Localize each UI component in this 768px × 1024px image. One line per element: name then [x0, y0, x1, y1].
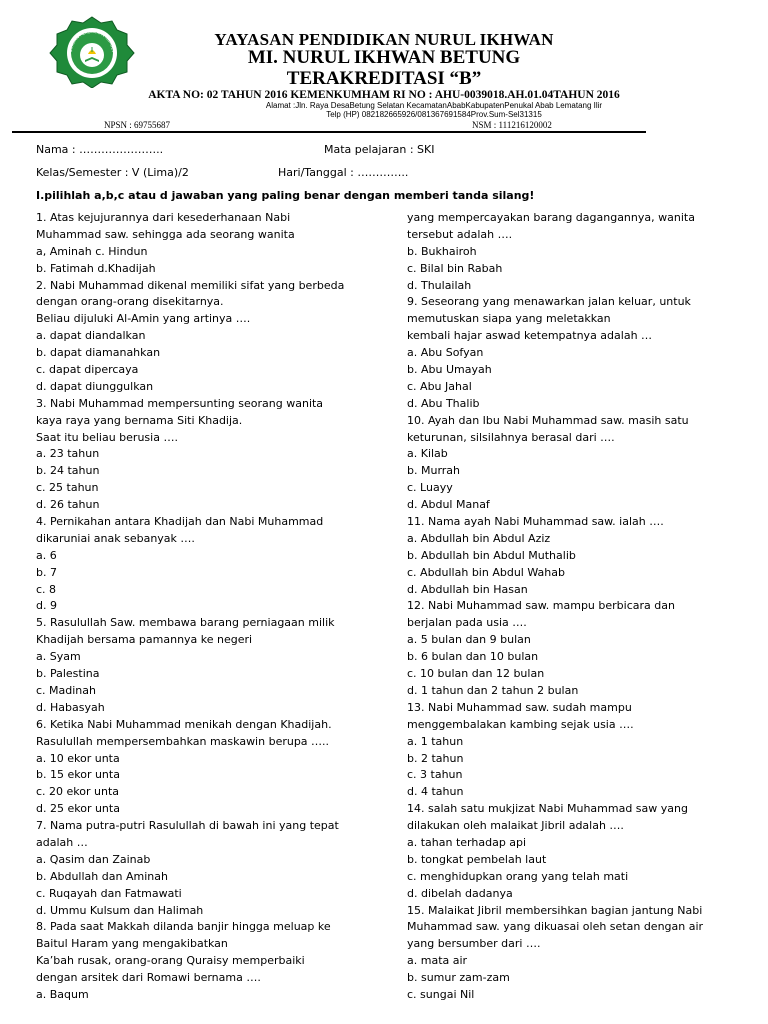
question-line: d. Abu Thalib — [407, 396, 480, 410]
accreditation-status: TERAKREDITASI “B” — [286, 68, 482, 89]
question-line: dikaruniai anak sebanyak …. — [36, 531, 195, 545]
class-semester-field: Kelas/Semester : V (Lima)/2 — [36, 166, 189, 179]
question-line: a. Syam — [36, 650, 81, 664]
question-line: 11. Nama ayah Nabi Muhammad saw. ialah …. — [407, 515, 664, 529]
question-line: c. 10 bulan dan 12 bulan — [407, 667, 545, 681]
question-line: b. sumur zam-zam — [407, 971, 510, 985]
date-field[interactable]: Hari/Tanggal : ………….. — [278, 166, 409, 179]
question-line: Ka’bah rusak, orang-orang Quraisy memperbaiki — [36, 954, 305, 968]
question-line: Rasulullah mempersembahkan maskawin berupa ….. — [36, 734, 330, 748]
question-line: a. Qasim dan Zainab — [36, 852, 151, 866]
question-line: 15. Malaikat Jibril membersihkan bagian jantung Nabi — [407, 903, 703, 917]
question-line: 2. Nabi Muhammad dikenal memiliki sifat yang berbeda — [36, 278, 345, 292]
question-line: d. Thulailah — [407, 278, 472, 292]
question-line: b. tongkat pembelah laut — [407, 852, 547, 866]
question-line: a. 6 — [36, 548, 57, 562]
question-line: a. 5 bulan dan 9 bulan — [407, 633, 531, 647]
question-line: Baitul Haram yang mengakibatkan — [36, 937, 228, 951]
question-line: d. 1 tahun dan 2 tahun 2 bulan — [407, 683, 579, 697]
question-line: c. Luayy — [407, 481, 453, 495]
question-line: b. 2 tahun — [407, 751, 464, 765]
question-line: a. 1 tahun — [407, 734, 464, 748]
question-line: b. 24 tahun — [36, 464, 100, 478]
question-line: b. 6 bulan dan 10 bulan — [407, 650, 539, 664]
subject-field: Mata pelajaran : SKI — [324, 143, 435, 156]
question-line: a. Baqum — [36, 987, 89, 1001]
question-line: d. Abdullah bin Hasan — [407, 582, 528, 596]
school-name: MI. NURUL IKHWAN BETUNG — [247, 47, 521, 68]
question-line: d. dapat diunggulkan — [36, 379, 154, 393]
question-line: a. Kilab — [407, 447, 448, 461]
question-line: dilakukan oleh malaikat Jibril adalah …. — [407, 819, 624, 833]
question-line: d. 25 ekor unta — [36, 802, 120, 816]
question-line: b. Murrah — [407, 464, 461, 478]
question-line: 13. Nabi Muhammad saw. sudah mampu — [407, 700, 632, 714]
question-line: dengan orang-orang disekitarnya. — [36, 295, 224, 309]
npsn-number: NPSN : 69755687 — [104, 120, 171, 130]
question-line: a. Abu Sofyan — [407, 346, 484, 360]
question-line: b. 15 ekor unta — [36, 768, 120, 782]
question-line: 8. Pada saat Makkah dilanda banjir hingga meluap ke — [36, 920, 331, 934]
school-phone: Telp (HP) 082182665926/081367691584Prov.Sum-Sel31315 — [326, 110, 542, 119]
question-line: a. Abdullah bin Abdul Aziz — [407, 531, 551, 545]
question-line: yang bersumber dari …. — [407, 937, 541, 951]
question-line: 14. salah satu mukjizat Nabi Muhammad saw yang — [407, 802, 688, 816]
question-line: Beliau dijuluki Al-Amin yang artinya …. — [36, 312, 251, 326]
question-line: b. Abu Umayah — [407, 363, 492, 377]
question-line: 9. Seseorang yang menawarkan jalan keluar, untuk — [407, 295, 691, 309]
question-line: kaya raya yang bernama Siti Khadija. — [36, 413, 243, 427]
question-line: b. Abdullah bin Abdul Muthalib — [407, 548, 576, 562]
question-line: c. dapat dipercaya — [36, 363, 139, 377]
foundation-name: YAYASAN PENDIDIKAN NURUL IKHWAN — [214, 30, 554, 49]
question-line: a. dapat diandalkan — [36, 329, 146, 343]
question-line: a, Aminah c. Hindun — [36, 244, 148, 258]
question-line: 6. Ketika Nabi Muhammad menikah dengan Khadijah. — [36, 717, 332, 731]
question-line: tersebut adalah …. — [407, 227, 513, 241]
letterhead — [0, 0, 768, 134]
question-line: 12. Nabi Muhammad saw. mampu berbicara dan — [407, 599, 675, 613]
question-line: b. Abdullah dan Aminah — [36, 869, 168, 883]
question-line: b. Palestina — [36, 667, 100, 681]
question-line: c. 25 tahun — [36, 481, 99, 495]
question-line: Saat itu beliau berusia …. — [36, 430, 178, 444]
question-line: d. dibelah dadanya — [407, 886, 513, 900]
question-line: kembali hajar aswad ketempatnya adalah … — [407, 329, 653, 343]
question-line: Muhammad saw. yang dikuasai oleh setan dengan air — [407, 920, 704, 934]
question-line: d. Habasyah — [36, 700, 105, 714]
question-line: adalah … — [36, 835, 88, 849]
question-line: b. Bukhairoh — [407, 244, 477, 258]
question-line: 4. Pernikahan antara Khadijah dan Nabi Muhammad — [36, 515, 324, 529]
question-line: c. Abdullah bin Abdul Wahab — [407, 565, 565, 579]
question-line: a. tahan terhadap api — [407, 835, 527, 849]
question-line: yang mempercayakan barang dagangannya, wanita — [407, 211, 695, 224]
logo-lettering: YAYASAN PENDIDIKAN NURUL I — [67, 28, 116, 54]
question-line: c. Bilal bin Rabah — [407, 261, 503, 275]
question-line: 7. Nama putra-putri Rasulullah di bawah ini yang tepat — [36, 819, 339, 833]
question-line: c. Madinah — [36, 683, 96, 697]
deed-number: AKTA NO: 02 TAHUN 2016 KEMENKUMHAM RI NO : AHU-0039018.AH.01.04TAHUN 2016 — [148, 89, 620, 101]
question-line: d. 9 — [36, 599, 57, 613]
question-line: Khadijah bersama pamannya ke negeri — [36, 633, 253, 647]
question-line: d. 4 tahun — [407, 785, 464, 799]
question-line: a. mata air — [407, 954, 468, 968]
questions-right-column — [407, 210, 703, 1004]
question-line: 1. Atas kejujurannya dari kesederhanaan Nabi — [36, 211, 291, 224]
question-line: c. 3 tahun — [407, 768, 463, 782]
question-line: a. 10 ekor unta — [36, 751, 120, 765]
question-line: memutuskan siapa yang meletakkan — [407, 312, 611, 326]
question-line: b. dapat diamanahkan — [36, 346, 161, 360]
nsm-number: NSM : 111216120002 — [472, 120, 552, 130]
question-line: 10. Ayah dan Ibu Nabi Muhammad saw. masih satu — [407, 413, 689, 427]
question-line: d. Abdul Manaf — [407, 498, 490, 512]
question-line: b. Fatimah d.Khadijah — [36, 261, 156, 275]
question-line: keturunan, silsilahnya berasal dari …. — [407, 430, 615, 444]
question-line: a. 23 tahun — [36, 447, 100, 461]
question-line: berjalan pada usia …. — [407, 616, 527, 630]
question-line: c. 20 ekor unta — [36, 785, 120, 799]
question-line: c. Ruqayah dan Fatmawati — [36, 886, 182, 900]
question-line: c. menghidupkan orang yang telah mati — [407, 869, 629, 883]
question-line: b. 7 — [36, 565, 57, 579]
question-line: 5. Rasulullah Saw. membawa barang perniagaan milik — [36, 616, 335, 630]
question-line: menggembalakan kambing sejak usia …. — [407, 717, 634, 731]
question-line: 3. Nabi Muhammad mempersunting seorang wanita — [36, 396, 324, 410]
question-line: dengan arsitek dari Romawi bernama …. — [36, 971, 261, 985]
school-address: Alamat :Jln. Raya DesaBetung Selatan KecamatanAbabKabupatenPenukal Abab Lematang Ilir — [265, 101, 603, 110]
name-field[interactable]: Nama : ………………….. — [36, 143, 164, 156]
question-line: d. Ummu Kulsum dan Halimah — [36, 903, 204, 917]
question-line: d. 26 tahun — [36, 498, 100, 512]
header-divider — [12, 131, 646, 133]
question-line: c. 8 — [36, 582, 57, 596]
question-line: c. sungai Nil — [407, 987, 475, 1001]
questions-left-column — [36, 210, 344, 1004]
question-line: c. Abu Jahal — [407, 379, 472, 393]
question-line: Muhammad saw. sehingga ada seorang wanita — [36, 227, 295, 241]
instruction-text: I.pilihlah a,b,c atau d jawaban yang paling benar dengan memberi tanda silang! — [36, 189, 535, 202]
